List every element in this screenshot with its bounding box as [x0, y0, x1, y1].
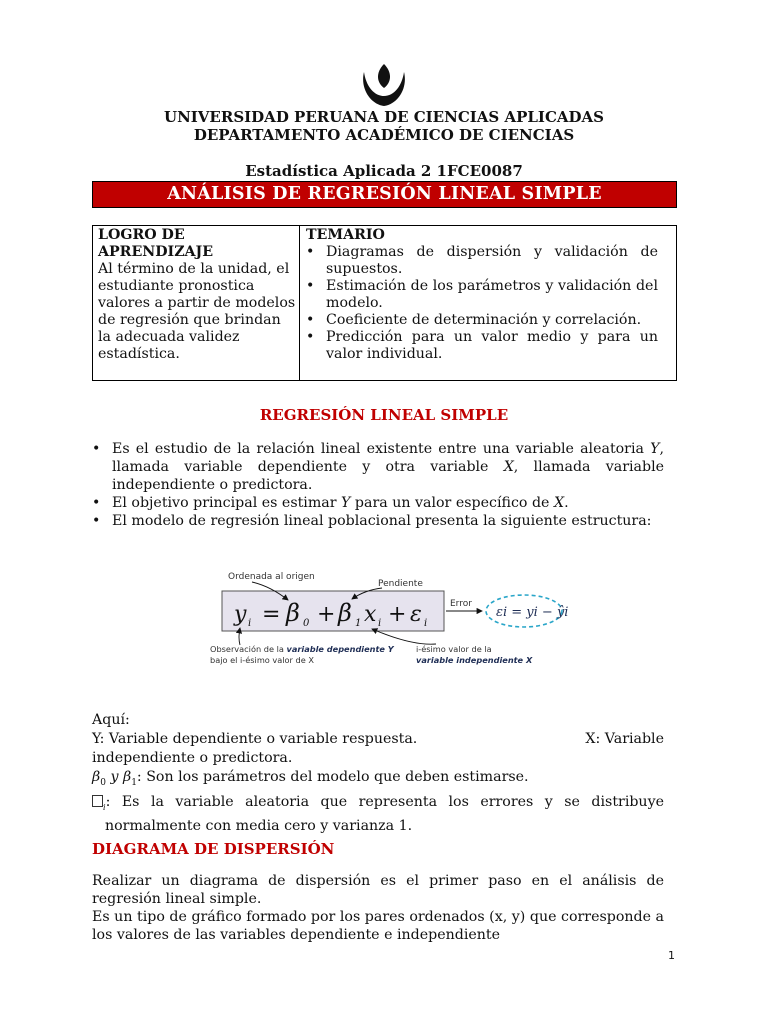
- section-title-regression: REGRESIÓN LINEAL SIMPLE: [259, 406, 509, 424]
- university-name: UNIVERSIDAD PERUANA DE CIENCIAS APLICADAS: [163, 108, 605, 126]
- scatter-p2: Es un tipo de gráfico formado por los pares ordenados (x, y) que corresponde a los valores de las variables dependiente e independiente: [92, 909, 664, 943]
- svg-text:y: y: [234, 602, 247, 627]
- svg-text:i: i: [424, 618, 428, 629]
- svg-text:β: β: [286, 599, 300, 627]
- university-logo-icon: [358, 62, 410, 108]
- scatter-paragraph: [92, 872, 664, 944]
- label-error: Error: [450, 599, 472, 609]
- table-divider: [299, 226, 300, 380]
- aqui-label: Aquí:: [92, 712, 130, 728]
- svg-text:+: +: [317, 602, 336, 627]
- page-number: 1: [668, 949, 675, 962]
- y-x-definition: Y: Variable dependiente o variable respuesta. X: Variable: [92, 731, 664, 747]
- svg-text:i: i: [248, 618, 252, 629]
- list-item: • Diagramas de dispersión y validación de supuestos.: [306, 244, 658, 278]
- params-definition: $\beta_0$ y $\beta_1$: Son los parámetros del modelo que deben estimarse.: [92, 769, 529, 788]
- section-title-scatter: DIAGRAMA DE DISPERSIÓN: [92, 840, 335, 858]
- list-item: • Es el estudio de la relación lineal existente entre una variable aleatoria Y, llamada variable dependiente y otra variable X, llamada variable independiente o predictora.: [92, 440, 664, 494]
- list-item: • Predicción para un valor medio y para un valor individual.: [306, 329, 658, 363]
- svg-text:0: 0: [303, 618, 310, 629]
- learning-outcome-body: Al término de la unidad, el estudiante pronostica valores a partir de modelos de regresión que brindan la adecuada validez estadística.: [98, 261, 296, 362]
- learning-outcome-title-1: LOGRO DE: [98, 227, 185, 243]
- svg-text:ε: ε: [410, 602, 422, 627]
- learning-table: [92, 225, 677, 381]
- list-item: • El objetivo principal es estimar Y para un valor específico de X.: [92, 494, 664, 512]
- svg-text:x: x: [364, 602, 377, 627]
- svg-text:1: 1: [355, 618, 362, 629]
- topic-banner: ANÁLISIS DE REGRESIÓN LINEAL SIMPLE: [92, 181, 677, 208]
- error-definition: $_i$: Es la variable aleatoria que representa los errores y se distribuye normalmente con media cero y varianza 1.: [92, 793, 664, 836]
- topics-title: TEMARIO: [306, 227, 385, 243]
- svg-text:=: =: [262, 602, 281, 627]
- label-x-2: variable independiente X: [416, 655, 533, 665]
- scatter-p1: Realizar un diagrama de dispersión es el primer paso en el análisis de regresión lineal simple.: [92, 873, 664, 907]
- model-explanation: [92, 711, 664, 836]
- label-observation-2: bajo el i-ésimo valor de X: [210, 655, 314, 665]
- topics-cell: [306, 227, 658, 363]
- regression-model-figure: [200, 566, 580, 672]
- label-intercept: Ordenada al origen: [228, 572, 315, 582]
- list-item: • Estimación de los parámetros y validación del modelo.: [306, 278, 658, 312]
- course-title: Estadística Aplicada 2 1FCE0087: [245, 162, 523, 180]
- label-x-1: i-ésimo valor de la: [416, 644, 492, 654]
- department-name: DEPARTAMENTO ACADÉMICO DE CIENCIAS: [193, 126, 575, 144]
- list-item: • Coeficiente de determinación y correlación.: [306, 312, 658, 329]
- x-definition-cont: independiente o predictora.: [92, 750, 293, 766]
- svg-text:+: +: [388, 602, 407, 627]
- missing-symbol-icon: [92, 795, 103, 807]
- label-slope: Pendiente: [378, 579, 423, 589]
- learning-outcome-title-2: APRENDIZAJE: [98, 244, 214, 260]
- list-item: • El modelo de regresión lineal poblacional presenta la siguiente estructura:: [92, 512, 664, 530]
- learning-outcome-cell: [98, 227, 296, 363]
- svg-text:i: i: [378, 618, 382, 629]
- label-observation-1: Observación de la variable dependiente Y: [210, 644, 394, 654]
- svg-text:εi = yi − ŷi: εi = yi − ŷi: [496, 605, 569, 620]
- svg-text:β: β: [338, 599, 352, 627]
- regression-bullets: [92, 440, 664, 530]
- topics-list: [306, 244, 658, 363]
